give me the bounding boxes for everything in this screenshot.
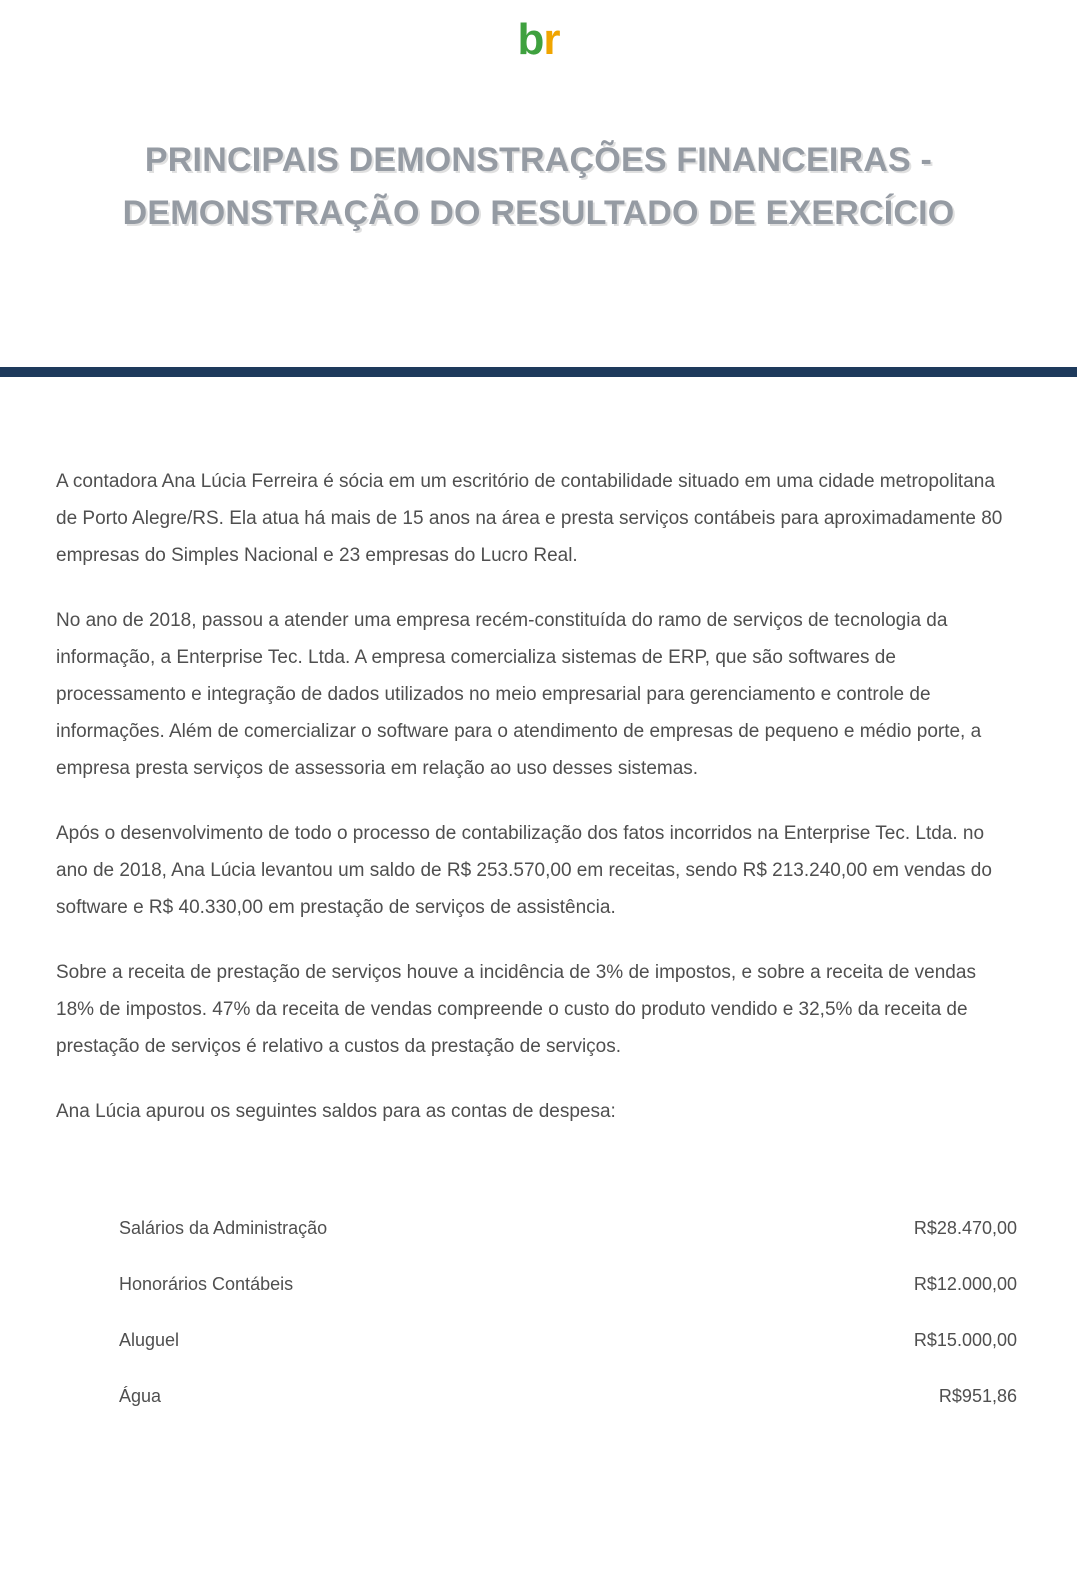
expense-value: R$951,86	[938, 1385, 1017, 1406]
article-body	[0, 377, 1077, 1444]
paragraph-taxes: Sobre a receita de prestação de serviços houve a incidência de 3% de impostos, e sobre a receita de vendas 18% de impostos. 47% da receita de vendas compreende o custo do produto vendido e 32,5% da receita de prestação de serviços é relativo a custos da prestação de serviços.	[56, 962, 976, 1058]
br-logo[interactable]	[0, 0, 1077, 62]
page-title: PRINCIPAIS DEMONSTRAÇÕES FINANCEIRAS - DEMONSTRAÇÃO DO RESULTADO DE EXERCÍCIO	[122, 141, 955, 232]
expense-row	[119, 1368, 1017, 1424]
paragraph-expenses-lead: Ana Lúcia apurou os seguintes saldos para as contas de despesa:	[56, 1101, 616, 1123]
paragraph-intro: A contadora Ana Lúcia Ferreira é sócia em um escritório de contabilidade situado em uma cidade metropolitana de Porto Alegre/RS. Ela atua há mais de 15 anos na área e presta serviços contábeis para aproximadamente 80 empresas do Simples Nacional e 23 empresas do Lucro Real.	[56, 471, 1003, 567]
expense-label: Água	[119, 1385, 162, 1406]
expense-table	[119, 1200, 1017, 1444]
logo-letter-r: r	[543, 15, 560, 64]
paragraph-revenue: Após o desenvolvimento de todo o processo de contabilização dos fatos incorridos na Enterprise Tec. Ltda. no ano de 2018, Ana Lúcia levantou um saldo de R$ 253.570,00 em receitas, sendo R$ 213.240,00 em vendas do software e R$ 40.330,00 em prestação de serviços de assistência.	[56, 823, 992, 919]
expense-value: R$12.000,00	[913, 1273, 1017, 1294]
expense-label: Honorários Contábeis	[119, 1273, 294, 1294]
expense-value: R$15.000,00	[913, 1329, 1017, 1350]
paragraph-company: No ano de 2018, passou a atender uma empresa recém-constituída do ramo de serviços de tecnologia da informação, a Enterprise Tec. Ltda. A empresa comercializa sistemas de ERP, que são softwares de processamento e integração de dados utilizados no meio empresarial para gerenciamento e controle de informações. Além de comercializar o software para o atendimento de empresas de pequeno e médio porte, a empresa presta serviços de assessoria em relação ao uso desses sistemas.	[56, 610, 982, 780]
expense-row	[119, 1200, 1017, 1256]
expense-row	[119, 1312, 1017, 1368]
logo-letter-b: b	[517, 15, 544, 64]
expense-label: Salários da Administração	[119, 1217, 328, 1238]
divider-bar	[0, 367, 1077, 377]
expense-row	[119, 1256, 1017, 1312]
expense-value: R$28.470,00	[913, 1217, 1017, 1238]
expense-label: Aluguel	[119, 1329, 180, 1350]
